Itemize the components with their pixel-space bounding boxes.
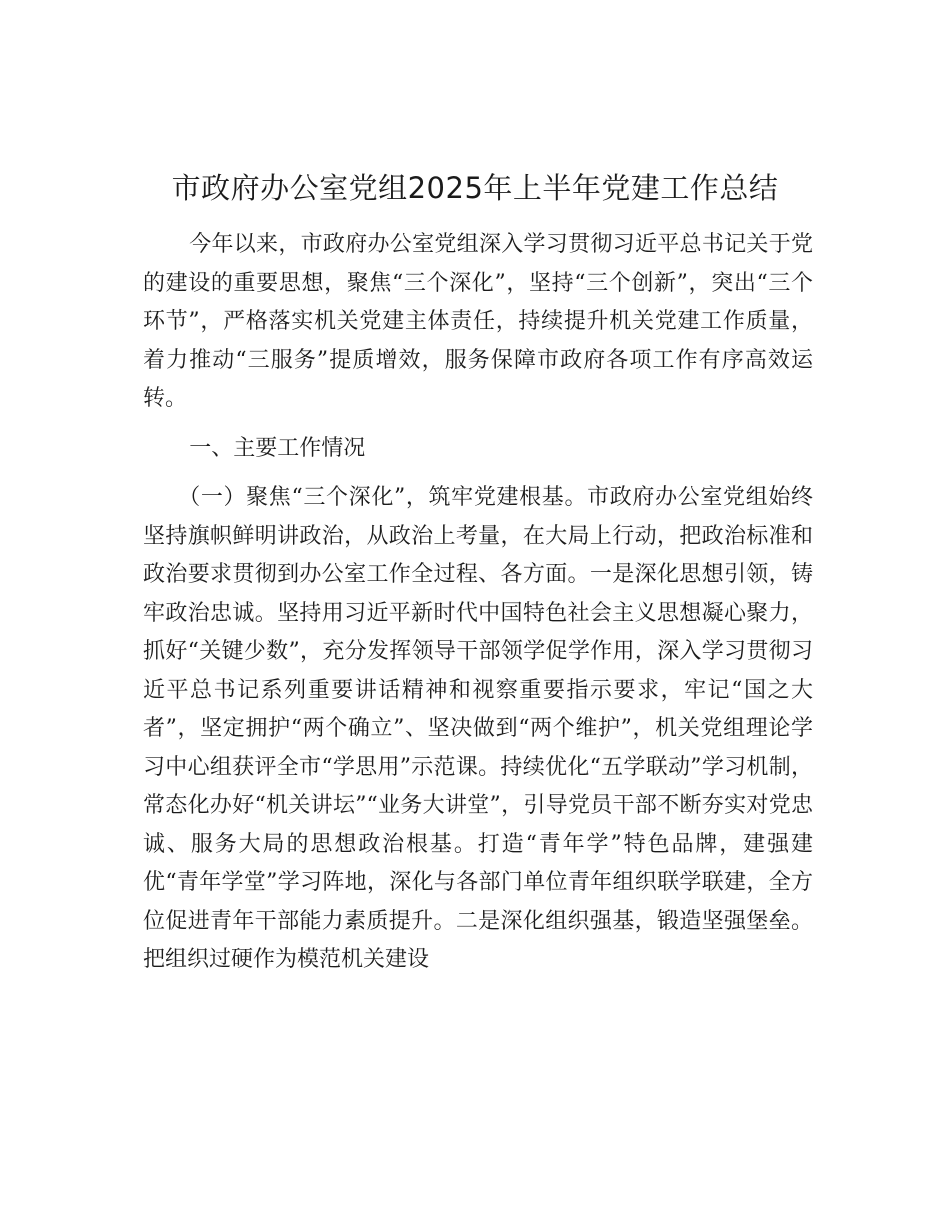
section-heading: 一、主要工作情况 <box>189 435 366 461</box>
intro-paragraph: 今年以来，市政府办公室党组深入学习贯彻习近平总书记关于党的建设的重要思想，聚焦“三个深化”，坚持“三个创新”，突出“三个环节”，严格落实机关党建主体责任，持续提升机关党建工作质量，着力推动“三服务”提质增效，服务保障市政府各项工作有序高效运转。 <box>143 232 813 411</box>
document-body <box>143 226 813 980</box>
section-paragraph: （一）聚焦“三个深化”，筑牢党建根基。市政府办公室党组始终坚持旗帜鲜明讲政治，从政治上考量，在大局上行动，把政治标准和政治要求贯彻到办公室工作全过程、各方面。一是深化思想引领，铸牢政治忠诚。坚持用习近平新时代中国特色社会主义思想凝心聚力，抓好“关键少数”，充分发挥领导干部领学促学作用，深入学习贯彻习近平总书记系列重要讲话精神和视察重要指示要求，牢记“国之大者”，坚定拥护“两个确立”、坚决做到“两个维护”，机关党组理论学习中心组获评全市“学思用”示范课。持续优化“五学联动”学习机制，常态化办好“机关讲坛”“业务大讲堂”，引导党员干部不断夯实对党忠诚、服务大局的思想政治根基。打造“青年学”特色品牌，建强建优“青年学堂”学习阵地，深化与各部门单位青年组织联学联建，全方位促进青年干部能力素质提升。二是深化组织强基，锻造坚强堡垒。把组织过硬作为模范机关建设 <box>143 485 813 972</box>
document-title: 市政府办公室党组2025年上半年党建工作总结 <box>171 171 779 205</box>
